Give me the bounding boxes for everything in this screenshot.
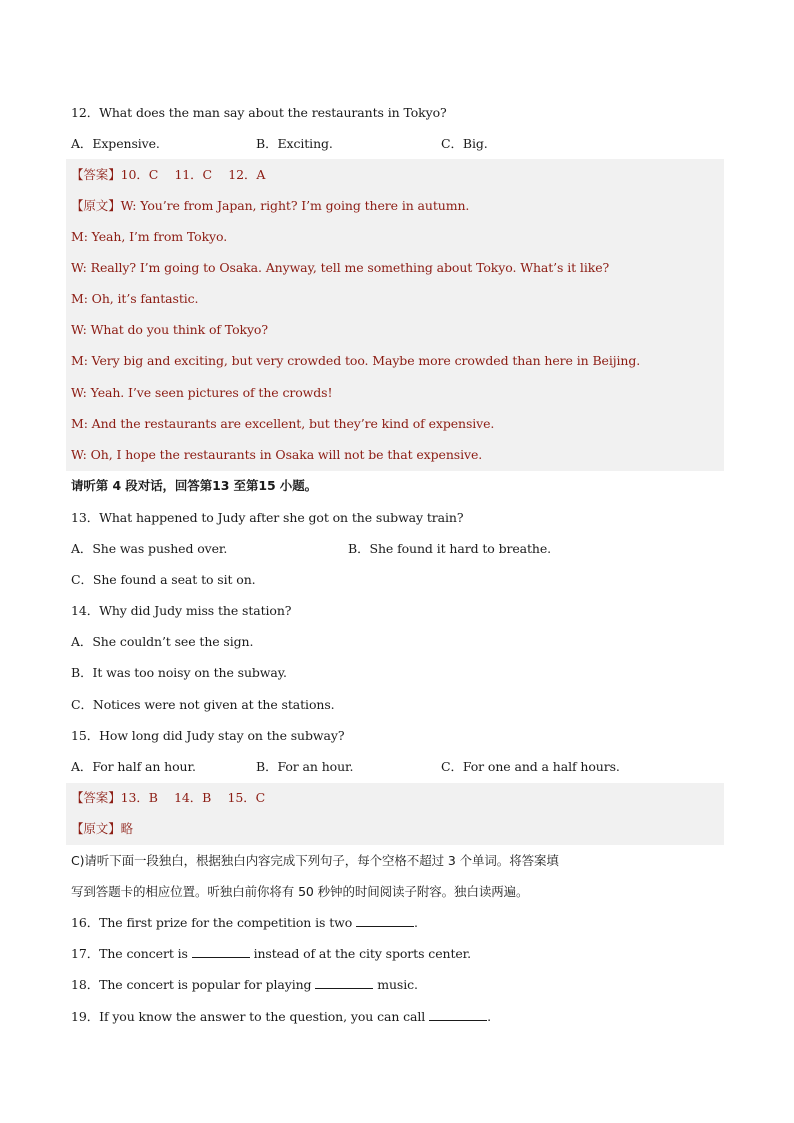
script-line-2: M: Yeah, I’m from Tokyo. bbox=[71, 229, 228, 244]
fill-question-17 bbox=[71, 944, 471, 964]
question-text: 16．The first prize for the competition is two bbox=[71, 915, 357, 930]
fill-question-16 bbox=[71, 913, 418, 933]
answer-blank[interactable] bbox=[192, 944, 250, 958]
question-text-end: music. bbox=[373, 977, 418, 992]
question-12-options bbox=[71, 134, 631, 154]
question-14-option-c: C．Notices were not given at the stations. bbox=[71, 697, 335, 712]
question-text-end: . bbox=[487, 1009, 491, 1024]
script-line-4: M: Oh, it’s fantastic. bbox=[71, 291, 199, 306]
script-omitted bbox=[71, 819, 133, 839]
option-a: A．For half an hour. bbox=[71, 759, 196, 774]
question-14-option-a: A．She couldn’t see the sign. bbox=[71, 634, 254, 649]
answer-blank[interactable] bbox=[429, 1007, 487, 1021]
section-4-instruction: 请听第 4 段对话，回答第13 至第15 小题。 bbox=[71, 478, 317, 493]
fill-question-19 bbox=[71, 1007, 491, 1027]
answer-label: 【答案】 bbox=[71, 167, 121, 182]
question-14-option-b: B．It was too noisy on the subway. bbox=[71, 665, 287, 680]
script-line-7: W: Yeah. I’ve seen pictures of the crowds! bbox=[71, 385, 333, 400]
part-c-instruction-line-1: C)请听下面一段独白，根据独白内容完成下列句子，每个空格不超过 3 个单词。将答案填 bbox=[71, 853, 559, 868]
question-14: 14．Why did Judy miss the station? bbox=[71, 603, 292, 618]
script-label: 【原文】 bbox=[71, 198, 121, 213]
answer-blank[interactable] bbox=[356, 913, 414, 927]
question-13: 13．What happened to Judy after she got on the subway train? bbox=[71, 510, 464, 525]
answer-blank[interactable] bbox=[315, 975, 373, 989]
question-text: 19．If you know the answer to the question, you can call bbox=[71, 1009, 430, 1024]
question-12: 12．What does the man say about the restaurants in Tokyo? bbox=[71, 105, 447, 120]
script-text: W: You’re from Japan, right? I’m going there in autumn. bbox=[120, 198, 470, 213]
answer-label: 【答案】 bbox=[71, 790, 121, 805]
answer-text: 10．C 11．C 12．A bbox=[120, 167, 266, 182]
question-13-options-ab bbox=[71, 539, 631, 559]
question-15-options bbox=[71, 757, 671, 777]
script-line-3: W: Really? I’m going to Osaka. Anyway, tell me something about Tokyo. What’s it like? bbox=[71, 260, 610, 275]
script-line-5: W: What do you think of Tokyo? bbox=[71, 322, 268, 337]
question-text: 18．The concert is popular for playing bbox=[71, 977, 316, 992]
option-a: A．Expensive. bbox=[71, 136, 160, 151]
question-text-end: instead of at the city sports center. bbox=[249, 946, 472, 961]
script-label: 【原文】 bbox=[71, 821, 121, 836]
question-15: 15．How long did Judy stay on the subway? bbox=[71, 728, 345, 743]
part-c-instruction-line-2: 写到答题卡的相应位置。听独白前你将有 50 秒钟的时间阅读子附容。独白读两遍。 bbox=[71, 884, 529, 899]
script-line-1 bbox=[71, 196, 469, 216]
answer-10-12 bbox=[71, 165, 265, 185]
option-c: C．Big. bbox=[441, 136, 488, 151]
option-b: B．Exciting. bbox=[256, 136, 333, 151]
script-line-6: M: Very big and exciting, but very crowded too. Maybe more crowded than here in Beijing. bbox=[71, 353, 641, 368]
answer-13-15 bbox=[71, 788, 265, 808]
question-text: 17．The concert is bbox=[71, 946, 192, 961]
fill-question-18 bbox=[71, 975, 418, 995]
script-text: 略 bbox=[120, 821, 134, 836]
question-13-option-c: C．She found a seat to sit on. bbox=[71, 572, 256, 587]
question-text-end: . bbox=[414, 915, 418, 930]
option-a: A．She was pushed over. bbox=[71, 541, 228, 556]
option-b: B．For an hour. bbox=[256, 759, 354, 774]
script-line-8: M: And the restaurants are excellent, but they’re kind of expensive. bbox=[71, 416, 495, 431]
script-line-9: W: Oh, I hope the restaurants in Osaka will not be that expensive. bbox=[71, 447, 483, 462]
option-c: C．For one and a half hours. bbox=[441, 759, 620, 774]
option-b: B．She found it hard to breathe. bbox=[348, 541, 552, 556]
answer-text: 13．B 14．B 15．C bbox=[120, 790, 266, 805]
